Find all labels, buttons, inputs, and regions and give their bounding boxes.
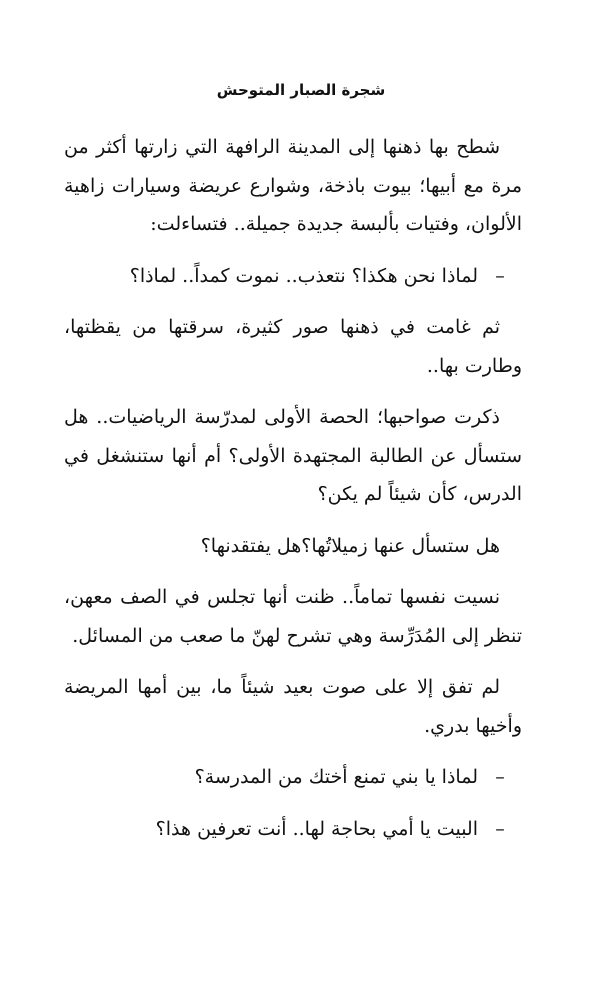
dialogue-text: لماذا يا بني تمنع أختك من المدرسة؟	[194, 766, 478, 788]
story-title: شجرة الصبار المتوحش	[216, 81, 386, 99]
dialogue-dash: –	[495, 817, 505, 840]
dialogue-line-3	[64, 810, 522, 849]
story-body	[64, 128, 522, 861]
dialogue-dash: –	[495, 264, 505, 287]
dialogue-line-2	[64, 758, 522, 797]
dialogue-dash: –	[495, 766, 505, 788]
dialogue-line-1	[64, 257, 522, 296]
paragraph-2: ثم غامت في ذهنها صور كثيرة، سرقتها من يقظتها، وطارت بها..	[64, 316, 522, 377]
paragraph-5: نسيت نفسها تماماً.. ظنت أنها تجلس في الصف معهن، تنظر إلى المُدَرِّسة وهي تشرح لهنّ ما صعب من المسائل.	[64, 586, 522, 647]
paragraph-4: هل ستسأل عنها زميلاتُها؟هل يفتقدنها؟	[200, 534, 500, 557]
dialogue-text: لماذا نحن هكذا؟ نتعذب.. نموت كمداً.. لماذا؟	[129, 264, 478, 287]
paragraph-6: لم تفق إلا على صوت بعيد شيئاً ما، بين أمها المريضة وأخيها بدري.	[64, 676, 522, 737]
paragraph-1: شطح بها ذهنها إلى المدينة الرافهة التي زارتها أكثر من مرة مع أبيها؛ بيوت باذخة، وشوارع عريضة وسيارات زاهية الألوان، وفتيات بألبسة جديدة جميلة.. فتساءلت:	[64, 136, 522, 235]
paragraph-3: ذكرت صواحبها؛ الحصة الأولى لمدرّسة الرياضيات.. هل ستسأل عن الطالبة المجتهدة الأولى؟ أم أنها ستنشغل في الدرس، كأن شيئاً لم يكن؟	[64, 406, 522, 505]
dialogue-text: البيت يا أمي بحاجة لها.. أنت تعرفين هذا؟	[155, 817, 478, 840]
